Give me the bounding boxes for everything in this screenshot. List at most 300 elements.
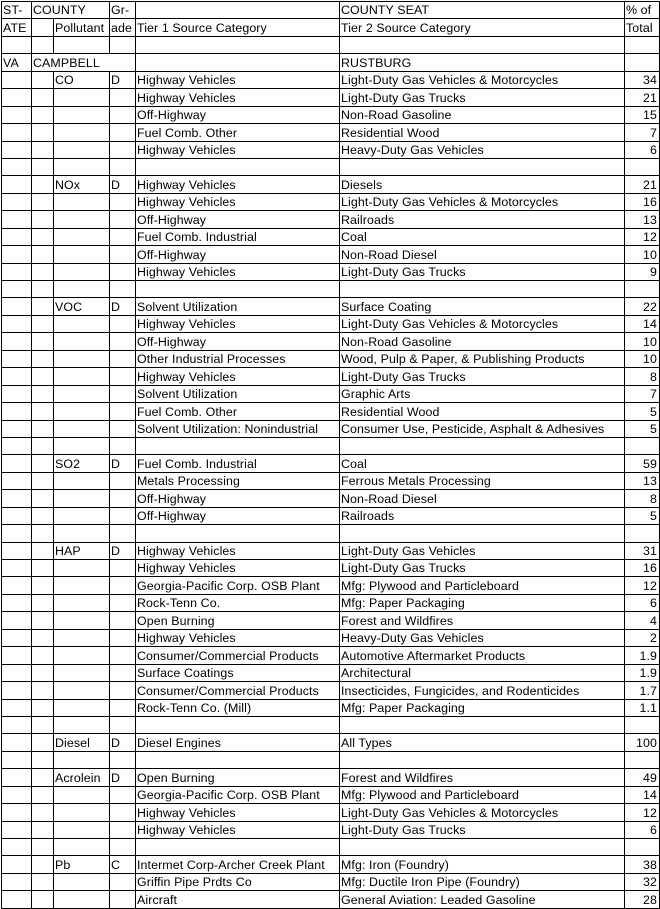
empty-cell [110,629,136,646]
data-row [2,71,660,88]
tier1-category: Highway Vehicles [136,804,340,821]
tier1-category: Solvent Utilization [136,298,340,315]
data-row [2,455,660,472]
empty-cell [54,612,110,629]
empty-cell [32,281,54,298]
header-row-1 [2,2,660,19]
empty-cell [32,612,54,629]
empty-cell [2,298,32,315]
empty-cell [54,891,110,908]
empty-cell [54,525,110,542]
empty-cell [32,368,54,385]
data-row [2,141,660,158]
empty-cell [54,211,110,228]
percent-total: 10 [625,246,660,263]
tier2-category: Mfg: Plywood and Particleboard [340,577,625,594]
tier2-category: All Types [340,734,625,751]
county-row [2,54,660,71]
data-row [2,193,660,210]
empty-cell [32,839,54,856]
tier2-category: Mfg: Paper Packaging [340,594,625,611]
percent-total: 22 [625,298,660,315]
empty-cell [2,368,32,385]
tier2-category: Light-Duty Gas Trucks [340,560,625,577]
blank-row [2,36,660,53]
blank-row [2,158,660,175]
empty-cell [2,420,32,437]
empty-cell [110,716,136,733]
pollutant-name: NOx [54,176,110,193]
percent-total: 12 [625,228,660,245]
tier1-category: Griffin Pipe Prdts Co [136,873,340,890]
empty-cell [32,437,54,454]
empty-cell [2,246,32,263]
empty-cell [136,54,340,71]
pollutant-name: Pb [54,856,110,873]
empty-cell [32,560,54,577]
tier1-category: Highway Vehicles [136,542,340,559]
empty-cell [54,36,110,53]
empty-cell [32,891,54,908]
empty-cell [110,106,136,123]
tier2-category: Light-Duty Gas Trucks [340,368,625,385]
percent-total: 1.9 [625,664,660,681]
tier1-category: Off-Highway [136,246,340,263]
empty-cell [32,490,54,507]
tier2-category: Architectural [340,664,625,681]
empty-cell [54,158,110,175]
tier2-category: Light-Duty Gas Trucks [340,821,625,838]
tier2-category: Surface Coating [340,298,625,315]
empty-cell [54,786,110,803]
percent-total: 32 [625,873,660,890]
blank-row [2,525,660,542]
empty-cell [2,856,32,873]
empty-cell [32,333,54,350]
empty-cell [54,333,110,350]
empty-cell [136,36,340,53]
grade: D [110,769,136,786]
percent-total: 6 [625,141,660,158]
emissions-table [1,1,660,909]
empty-cell [110,804,136,821]
empty-cell [2,769,32,786]
empty-cell [54,594,110,611]
tier2-category: Residential Wood [340,124,625,141]
tier1-category: Intermet Corp-Archer Creek Plant [136,856,340,873]
empty-cell [110,141,136,158]
grade: D [110,298,136,315]
tier1-category: Rock-Tenn Co. [136,594,340,611]
tier1-category: Rock-Tenn Co. (Mill) [136,699,340,716]
empty-cell [2,472,32,489]
tier1-category: Highway Vehicles [136,193,340,210]
empty-cell [2,141,32,158]
empty-cell [54,647,110,664]
tier1-category: Highway Vehicles [136,89,340,106]
pollutant-name: VOC [54,298,110,315]
empty-cell [625,751,660,768]
empty-cell [54,89,110,106]
empty-cell [32,193,54,210]
tier1-category: Fuel Comb. Other [136,403,340,420]
empty-cell [32,577,54,594]
tier1-category: Solvent Utilization [136,385,340,402]
percent-total: 2 [625,629,660,646]
data-row [2,246,660,263]
tier1-category: Off-Highway [136,490,340,507]
empty-cell [136,158,340,175]
empty-cell [2,176,32,193]
data-row [2,699,660,716]
empty-cell [625,281,660,298]
state-code: VA [2,54,32,71]
data-row [2,368,660,385]
empty-cell [32,664,54,681]
grade: D [110,734,136,751]
data-row [2,385,660,402]
tier2-category: Light-Duty Gas Vehicles & Motorcycles [340,193,625,210]
data-row [2,629,660,646]
empty-cell [2,350,32,367]
data-row [2,263,660,280]
empty-cell [110,490,136,507]
empty-cell [2,839,32,856]
empty-cell [32,246,54,263]
header-grade: Gr- [110,2,136,19]
empty-cell [54,682,110,699]
empty-cell [2,211,32,228]
tier1-category: Solvent Utilization: Nonindustrial [136,420,340,437]
data-row [2,507,660,524]
empty-cell [32,106,54,123]
tier2-category: General Aviation: Leaded Gasoline [340,891,625,908]
empty-cell [32,315,54,332]
data-row [2,490,660,507]
empty-cell [2,577,32,594]
empty-cell [32,472,54,489]
percent-total: 8 [625,490,660,507]
tier2-category: Consumer Use, Pesticide, Asphalt & Adhesives [340,420,625,437]
blank-row [2,839,660,856]
percent-total: 15 [625,106,660,123]
data-row [2,176,660,193]
empty-cell [110,682,136,699]
data-row [2,682,660,699]
percent-total: 12 [625,577,660,594]
empty-cell [110,786,136,803]
grade: C [110,856,136,873]
empty-cell [136,525,340,542]
data-row [2,786,660,803]
data-row [2,769,660,786]
tier1-category: Highway Vehicles [136,315,340,332]
percent-total: 14 [625,315,660,332]
percent-total: 49 [625,769,660,786]
empty-cell [32,124,54,141]
empty-cell [2,804,32,821]
tier1-category: Fuel Comb. Other [136,124,340,141]
empty-cell [32,89,54,106]
empty-cell [32,647,54,664]
empty-cell [2,437,32,454]
tier1-category: Off-Highway [136,211,340,228]
header-blank [32,19,54,36]
data-row [2,560,660,577]
empty-cell [2,490,32,507]
empty-cell [110,36,136,53]
empty-cell [54,699,110,716]
empty-cell [2,36,32,53]
header-grade-cont: ade [110,19,136,36]
data-row [2,420,660,437]
pollutant-name: CO [54,71,110,88]
empty-cell [54,560,110,577]
tier1-category: Highway Vehicles [136,71,340,88]
tier1-category: Highway Vehicles [136,176,340,193]
tier2-category: Light-Duty Gas Trucks [340,89,625,106]
empty-cell [340,281,625,298]
tier1-category: Highway Vehicles [136,821,340,838]
percent-total: 5 [625,507,660,524]
tier2-category: Light-Duty Gas Vehicles & Motorcycles [340,71,625,88]
header-county: COUNTY [32,2,110,19]
pollutant-name: Diesel [54,734,110,751]
blank-row [2,751,660,768]
percent-total: 28 [625,891,660,908]
empty-cell [110,699,136,716]
empty-cell [54,124,110,141]
empty-cell [54,350,110,367]
empty-cell [110,368,136,385]
grade: D [110,542,136,559]
county-name: CAMPBELL [32,54,136,71]
empty-cell [110,664,136,681]
empty-cell [110,158,136,175]
empty-cell [2,106,32,123]
empty-cell [2,263,32,280]
empty-cell [32,263,54,280]
tier2-category: Mfg: Ductile Iron Pipe (Foundry) [340,873,625,890]
empty-cell [2,891,32,908]
empty-cell [2,560,32,577]
empty-cell [136,839,340,856]
tier2-category: Light-Duty Gas Vehicles & Motorcycles [340,315,625,332]
tier1-category: Highway Vehicles [136,141,340,158]
empty-cell [54,577,110,594]
empty-cell [340,716,625,733]
tier1-category: Highway Vehicles [136,368,340,385]
percent-total: 8 [625,368,660,385]
percent-total: 59 [625,455,660,472]
data-row [2,472,660,489]
tier1-category: Off-Highway [136,106,340,123]
empty-cell [54,804,110,821]
percent-total: 13 [625,211,660,228]
empty-cell [2,385,32,402]
empty-cell [2,664,32,681]
percent-total: 13 [625,472,660,489]
percent-total: 9 [625,263,660,280]
empty-cell [32,71,54,88]
tier2-category: Railroads [340,211,625,228]
empty-cell [54,839,110,856]
data-row [2,350,660,367]
empty-cell [2,71,32,88]
tier2-category: Diesels [340,176,625,193]
empty-cell [110,228,136,245]
percent-total: 7 [625,385,660,402]
data-row [2,211,660,228]
percent-total: 12 [625,804,660,821]
empty-cell [32,211,54,228]
percent-total: 5 [625,420,660,437]
empty-cell [110,472,136,489]
data-row [2,333,660,350]
percent-total: 21 [625,89,660,106]
empty-cell [32,786,54,803]
tier2-category: Mfg: Iron (Foundry) [340,856,625,873]
empty-cell [110,891,136,908]
tier2-category: Graphic Arts [340,385,625,402]
percent-total: 38 [625,856,660,873]
empty-cell [54,315,110,332]
empty-cell [32,751,54,768]
empty-cell [2,751,32,768]
empty-cell [110,751,136,768]
empty-cell [32,769,54,786]
empty-cell [54,437,110,454]
empty-cell [625,716,660,733]
tier2-category: Ferrous Metals Processing [340,472,625,489]
percent-total: 7 [625,124,660,141]
empty-cell [32,682,54,699]
empty-cell [54,751,110,768]
percent-total: 1.1 [625,699,660,716]
empty-cell [54,385,110,402]
empty-cell [110,246,136,263]
tier1-category: Metals Processing [136,472,340,489]
tier1-category: Diesel Engines [136,734,340,751]
empty-cell [110,281,136,298]
empty-cell [625,36,660,53]
blank-row [2,281,660,298]
empty-cell [2,716,32,733]
tier2-category: Automotive Aftermarket Products [340,647,625,664]
empty-cell [54,472,110,489]
empty-cell [340,437,625,454]
empty-cell [32,350,54,367]
tier1-category: Aircraft [136,891,340,908]
empty-cell [2,594,32,611]
empty-cell [2,873,32,890]
data-row [2,804,660,821]
empty-cell [110,403,136,420]
header-total: Total [625,19,660,36]
tier2-category: Non-Road Gasoline [340,106,625,123]
empty-cell [110,560,136,577]
tier2-category: Light-Duty Gas Trucks [340,263,625,280]
percent-total: 31 [625,542,660,559]
percent-total: 16 [625,560,660,577]
tier2-category: Light-Duty Gas Vehicles [340,542,625,559]
empty-cell [110,193,136,210]
empty-cell [54,716,110,733]
data-row [2,315,660,332]
data-row [2,228,660,245]
tier1-category: Off-Highway [136,507,340,524]
percent-total: 14 [625,786,660,803]
empty-cell [54,246,110,263]
data-row [2,664,660,681]
grade: D [110,176,136,193]
empty-cell [54,664,110,681]
data-row [2,821,660,838]
empty-cell [32,699,54,716]
pollutant-name: SO2 [54,455,110,472]
data-row [2,542,660,559]
data-row [2,734,660,751]
empty-cell [54,281,110,298]
empty-cell [2,682,32,699]
empty-cell [110,647,136,664]
empty-cell [2,333,32,350]
empty-cell [136,751,340,768]
header-pollutant: Pollutant [54,19,110,36]
empty-cell [340,525,625,542]
grade: D [110,455,136,472]
empty-cell [340,751,625,768]
empty-cell [32,629,54,646]
empty-cell [110,263,136,280]
tier1-category: Fuel Comb. Industrial [136,455,340,472]
empty-cell [54,263,110,280]
empty-cell [32,821,54,838]
tier2-category: Coal [340,228,625,245]
empty-cell [32,385,54,402]
empty-cell [110,821,136,838]
empty-cell [54,420,110,437]
percent-total: 100 [625,734,660,751]
data-row [2,577,660,594]
empty-cell [32,804,54,821]
grade: D [110,71,136,88]
tier2-category: Forest and Wildfires [340,769,625,786]
empty-cell [2,403,32,420]
percent-total: 6 [625,594,660,611]
tier2-category: Forest and Wildfires [340,612,625,629]
empty-cell [110,420,136,437]
header-state-cont: ATE [2,19,32,36]
data-row [2,106,660,123]
empty-cell [32,455,54,472]
empty-cell [625,437,660,454]
empty-cell [625,158,660,175]
empty-cell [32,141,54,158]
empty-cell [2,124,32,141]
tier2-category: Non-Road Diesel [340,490,625,507]
tier1-category: Highway Vehicles [136,629,340,646]
empty-cell [54,228,110,245]
percent-total: 4 [625,612,660,629]
tier2-category: Non-Road Diesel [340,246,625,263]
empty-cell [110,124,136,141]
empty-cell [110,873,136,890]
empty-cell [110,350,136,367]
empty-cell [625,525,660,542]
empty-cell [340,158,625,175]
empty-cell [2,193,32,210]
